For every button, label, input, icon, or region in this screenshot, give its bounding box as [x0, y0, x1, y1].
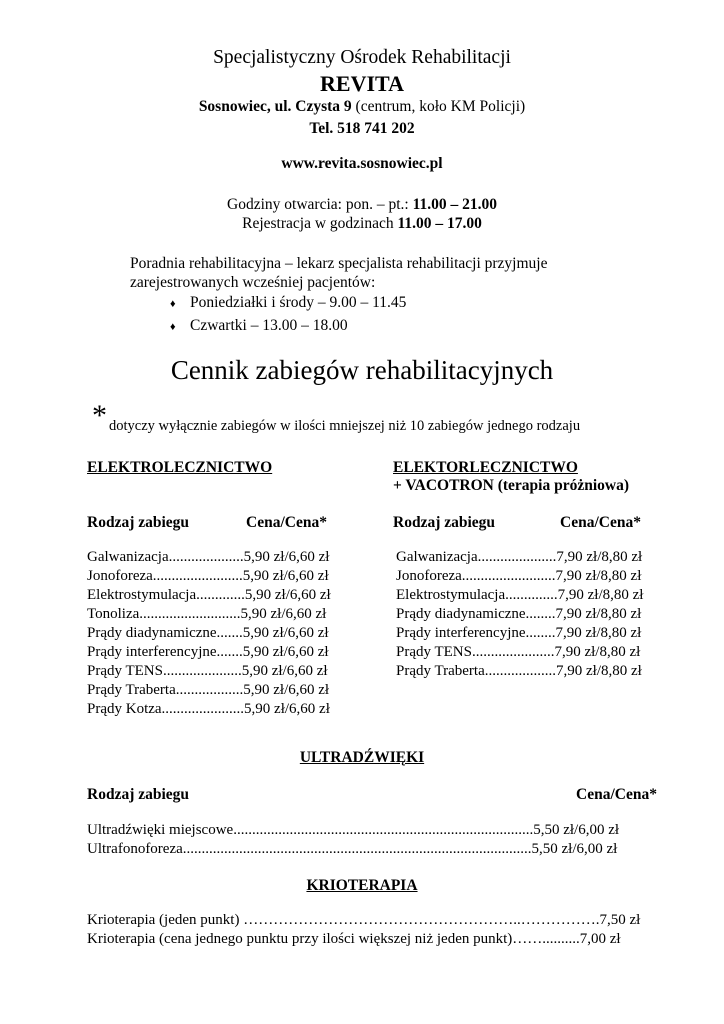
opening-hours-value: 11.00 – 21.00	[412, 196, 497, 213]
electro-price-list	[87, 548, 331, 719]
asterisk-note: dotyczy wyłącznie zabiegów w ilości mniejszej niż 10 zabiegów jednego rodzaju	[109, 418, 581, 434]
table-row: Jonoforeza.........................7,90 zł/8,80 zł	[396, 568, 642, 584]
clinic-hours-list	[170, 292, 406, 338]
clinic-website[interactable]: www.revita.sosnowiec.pl	[281, 155, 443, 172]
table-row: Prądy Traberta...................7,90 zł/8,80 zł	[396, 663, 642, 679]
list-item-text: Poniedziałki i środy – 9.00 – 11.45	[190, 294, 407, 311]
clinic-name: REVITA	[320, 71, 404, 96]
table-row: Prądy TENS......................7,90 zł/8,80 zł	[396, 644, 641, 660]
table-row: Elektrostymulacja.............5,90 zł/6,60 zł	[87, 587, 331, 603]
table-row: Krioterapia (jeden punkt) ………………………………………………..…………….7,50 zł	[87, 912, 641, 928]
registration-hours-value: 11.00 – 17.00	[397, 215, 482, 232]
table-row: Jonoforeza........................5,90 zł/6,60 zł	[87, 568, 329, 584]
table-row: Ultradźwięki miejscowe................................................................................5,50 zł/6,00 zł	[87, 822, 620, 838]
section-title-krio: KRIOTERAPIA	[306, 877, 418, 894]
clinic-subtitle: Specjalistyczny Ośrodek Rehabilitacji	[213, 47, 511, 68]
ultra-price-list	[87, 821, 619, 859]
clinic-info-line1: Poradnia rehabilitacyjna – lekarz specjalista rehabilitacji przyjmuje	[130, 255, 548, 272]
vacotron-price-list	[396, 548, 643, 681]
col-header-type: Rodzaj zabiegu	[87, 786, 190, 803]
table-row: Prądy Traberta..................5,90 zł/6,60 zł	[87, 682, 330, 698]
table-row: Elektrostymulacja..............7,90 zł/8,80 zł	[396, 587, 644, 603]
table-row: Prądy TENS.....................5,90 zł/6,60 zł	[87, 663, 328, 679]
list-item	[170, 315, 406, 338]
price-list-title: Cennik zabiegów rehabilitacyjnych	[170, 355, 554, 385]
table-row: Prądy diadynamiczne........7,90 zł/8,80 zł	[396, 606, 642, 622]
clinic-phone: Tel. 518 741 202	[309, 120, 415, 137]
col-header-price: Cena/Cena*	[560, 514, 641, 531]
clinic-address	[0, 97, 724, 116]
section-title-electro: ELEKTROLECZNICTWO	[87, 459, 273, 476]
col-header-type: Rodzaj zabiegu	[393, 514, 496, 531]
opening-hours	[0, 195, 724, 214]
opening-hours-label: Godziny otwarcia: pon. – pt.:	[227, 196, 413, 213]
table-row: Galwanizacja.....................7,90 zł/8,80 zł	[396, 549, 643, 565]
table-row: Prądy interferencyjne........7,90 zł/8,80 zł	[396, 625, 642, 641]
table-row: Prądy Kotza......................5,90 zł/6,60 zł	[87, 701, 330, 717]
col-header-price: Cena/Cena*	[576, 786, 657, 803]
address-street: Sosnowiec, ul. Czysta 9	[198, 98, 352, 115]
table-row: Galwanizacja....................5,90 zł/6,60 zł	[87, 549, 330, 565]
section-subtitle-vacotron: + VACOTRON (terapia próżniowa)	[393, 477, 630, 494]
table-row: Prądy diadynamiczne.......5,90 zł/6,60 zł	[87, 625, 329, 641]
section-title-ultra: ULTRADŹWIĘKI	[299, 749, 425, 766]
table-row: Tonoliza...........................5,90 zł/6,60 zł	[87, 606, 327, 622]
table-row: Prądy interferencyjne.......5,90 zł/6,60 zł	[87, 644, 329, 660]
diamond-bullet-icon: ♦	[170, 298, 176, 310]
section-title-vacotron: ELEKTORLECZNICTWO	[393, 459, 578, 476]
diamond-bullet-icon: ♦	[170, 321, 176, 333]
table-row: Krioterapia (cena jednego punktu przy ilości większej niż jeden punkt)……..........7,00 zł	[87, 931, 621, 947]
registration-hours	[0, 214, 724, 233]
asterisk-icon: *	[92, 399, 107, 432]
clinic-info-line2: zarejestrowanych wcześniej pacjentów:	[130, 274, 376, 291]
list-item	[170, 292, 406, 315]
col-header-type: Rodzaj zabiegu	[87, 514, 190, 531]
table-row: Ultrafonoforeza.............................................................................................5,50 zł/6,00 zł	[87, 841, 618, 857]
list-item-text: Czwartki – 13.00 – 18.00	[190, 317, 348, 334]
col-header-price: Cena/Cena*	[246, 514, 327, 531]
address-location: (centrum, koło KM Policji)	[351, 98, 526, 115]
krio-price-list	[87, 911, 640, 949]
registration-hours-label: Rejestracja w godzinach	[242, 215, 398, 232]
